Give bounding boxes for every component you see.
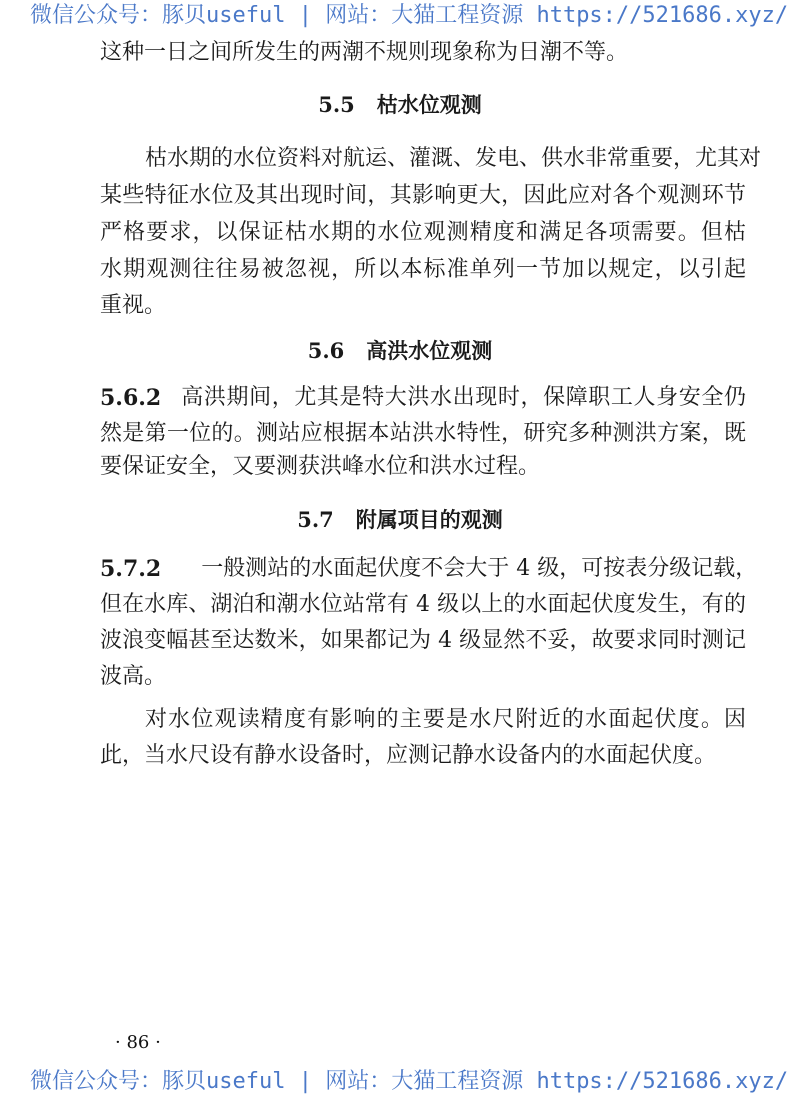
text-line: 严格要求，以保证枯水期的水位观测精度和满足各项需要。但枯 — [100, 220, 746, 245]
page-number: · 86 · — [115, 1032, 161, 1053]
text-line: 然是第一位的。测站应根据本站洪水特性，研究多种测洪方案，既 — [100, 421, 746, 446]
clause-number: 5.7.2 — [100, 556, 162, 582]
section-heading-5-5 — [0, 90, 800, 120]
text-line: 波高。 — [100, 664, 167, 689]
text-line: 要保证安全，又要测获洪峰水位和洪水过程。 — [100, 454, 541, 479]
text-line: 重视。 — [100, 293, 167, 318]
text-line: 高洪期间，尤其是特大洪水出现时，保障职工人身安全仍 — [181, 385, 746, 410]
section-title: 枯水位观测 — [376, 92, 482, 117]
section-heading-5-7 — [0, 505, 800, 535]
section-number: 5.5 — [318, 92, 355, 117]
clause-5-6-2-first-line — [100, 383, 746, 413]
text-line: 但在水库、湖泊和潮水位站常有 4 级以上的水面起伏度发生，有的 — [100, 592, 746, 617]
section-title: 附属项目的观测 — [355, 507, 503, 532]
text-line: 波浪变幅甚至达数米，如果都记为 4 级显然不妥，故要求同时测记 — [100, 628, 746, 653]
text-line: 一般测站的水面起伏度不会大于 4 级，可按表分级记载， — [201, 556, 758, 581]
text-line: 枯水期的水位资料对航运、灌溉、发电、供水非常重要，尤其对 — [145, 146, 762, 171]
clause-number: 5.6.2 — [100, 385, 162, 411]
text-line: 某些特征水位及其出现时间，其影响更大，因此应对各个观测环节 — [100, 183, 746, 208]
section-heading-5-6 — [0, 336, 800, 366]
section-number: 5.7 — [297, 507, 334, 532]
text-line: 对水位观读精度有影响的主要是水尺附近的水面起伏度。因 — [145, 707, 746, 732]
watermark-bottom: 微信公众号：豚贝useful | 网站：大猫工程资源 https://521686.xyz/ — [30, 1069, 789, 1094]
section-number: 5.6 — [307, 338, 345, 363]
text-line: 水期观测往往易被忽视，所以本标准单列一节加以规定，以引起 — [100, 257, 746, 282]
watermark-top: 微信公众号：豚贝useful | 网站：大猫工程资源 https://521686.xyz/ — [30, 3, 789, 28]
text-line: 这种一日之间所发生的两潮不规则现象称为日潮不等。 — [100, 40, 629, 65]
clause-5-7-2-first-line — [100, 554, 758, 584]
section-title: 高洪水位观测 — [366, 338, 493, 363]
text-line: 此，当水尺设有静水设备时，应测记静水设备内的水面起伏度。 — [100, 743, 717, 768]
